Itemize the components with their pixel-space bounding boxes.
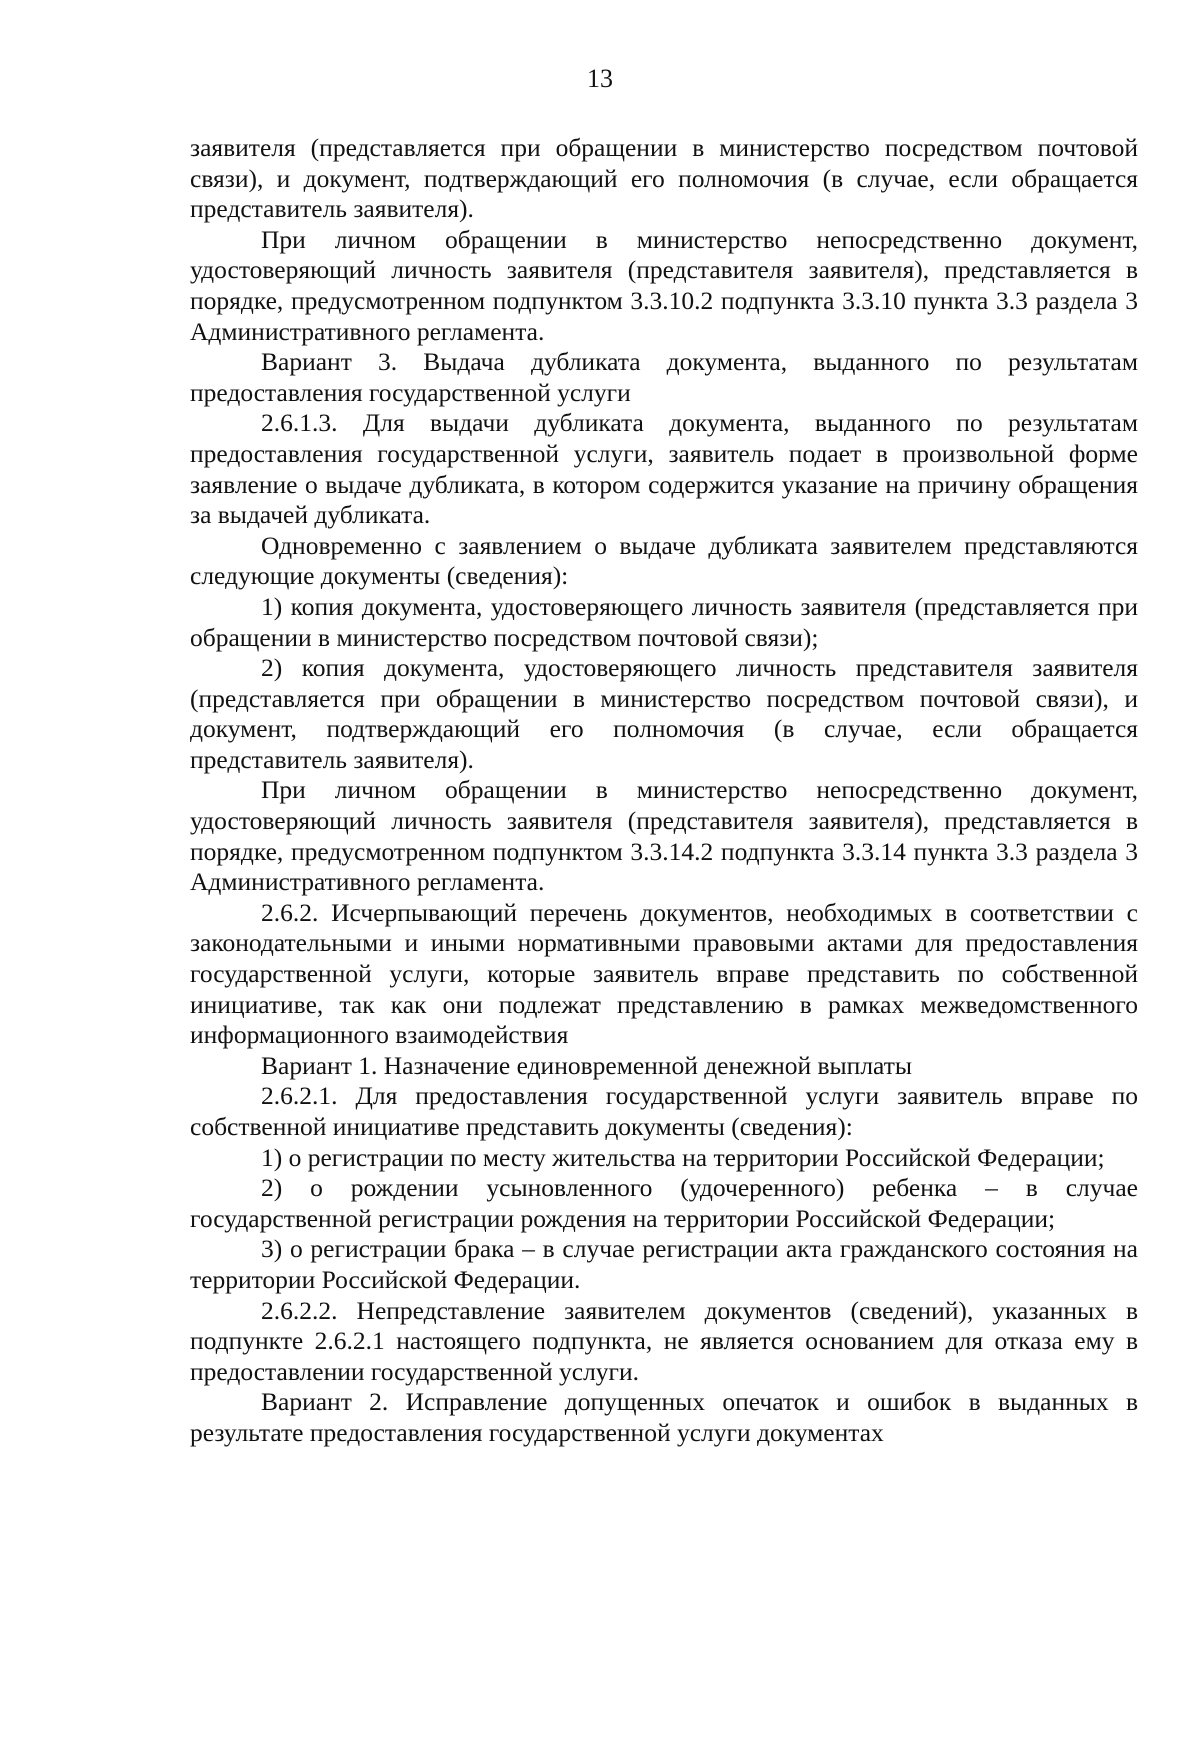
paragraph: 3) о регистрации брака – в случае регистрации акта гражданского состояния на территории Российской Федерации. (190, 1234, 1138, 1294)
paragraph: 2) копия документа, удостоверяющего личность представителя заявителя (представляется при обращении в министерство посредством почтовой связи), и документ, подтверждающий его полномочия (в случае, если обращается представитель заявителя). (190, 653, 1138, 774)
paragraph: Одновременно с заявлением о выдаче дубликата заявителем представляются следующие документы (сведения): (190, 530, 1138, 591)
paragraph: При личном обращении в министерство непосредственно документ, удостоверяющий личность заявителя (представителя заявителя), представляется в порядке, предусмотренном подпунктом 3.3.10.2 подпункта 3.3.10 пункта 3.3 раздела 3 Административного регламента. (190, 224, 1138, 346)
paragraph: заявителя (представляется при обращении в министерство посредством почтовой связи), и документ, подтверждающий его полномочия (в случае, если обращается представитель заявителя). (190, 133, 1138, 224)
paragraph: 1) о регистрации по месту жительства на территории Российской Федерации; (261, 1142, 1105, 1172)
page-number: 13 (587, 64, 613, 93)
document-body (190, 133, 1138, 1449)
paragraph: 1) копия документа, удостоверяющего личность заявителя (представляется при обращении в министерство посредством почтовой связи); (190, 591, 1138, 652)
paragraph: Вариант 2. Исправление допущенных опечаток и ошибок в выданных в результате предоставления государственной услуги документах (190, 1387, 1138, 1447)
paragraph: 2.6.2.1. Для предоставления государственной услуги заявитель вправе по собственной инициативе представить документы (сведения): (190, 1081, 1138, 1141)
paragraph: 2.6.2.2. Непредставление заявителем документов (сведений), указанных в подпункте 2.6.2.1 настоящего подпункта, не является основанием для отказа ему в предоставлении государственной услуги. (190, 1295, 1138, 1386)
paragraph: Вариант 3. Выдача дубликата документа, выданного по результатам предоставления государственной услуги (190, 347, 1138, 407)
paragraph: 2) о рождении усыновленного (удочеренного) ребенка – в случае государственной регистрации рождения на территории Российской Федерации; (190, 1173, 1138, 1233)
paragraph: 2.6.2. Исчерпывающий перечень документов, необходимых в соответствии с законодательными и иными нормативными правовыми актами для предоставления государственной услуги, которые заявитель вправе представить по собственной инициативе, так как они подлежат представлению в рамках межведомственного информационного взаимодействия (190, 897, 1138, 1050)
paragraph: Вариант 1. Назначение единовременной денежной выплаты (261, 1050, 912, 1080)
paragraph: При личном обращении в министерство непосредственно документ, удостоверяющий личность заявителя (представителя заявителя), представляется в порядке, предусмотренном подпунктом 3.3.14.2 подпункта 3.3.14 пункта 3.3 раздела 3 Административного регламента. (190, 775, 1138, 897)
paragraph: 2.6.1.3. Для выдачи дубликата документа, выданного по результатам предоставления государственной услуги, заявитель подает в произвольной форме заявление о выдаче дубликата, в котором содержится указание на причину обращения за выдачей дубликата. (190, 408, 1138, 530)
